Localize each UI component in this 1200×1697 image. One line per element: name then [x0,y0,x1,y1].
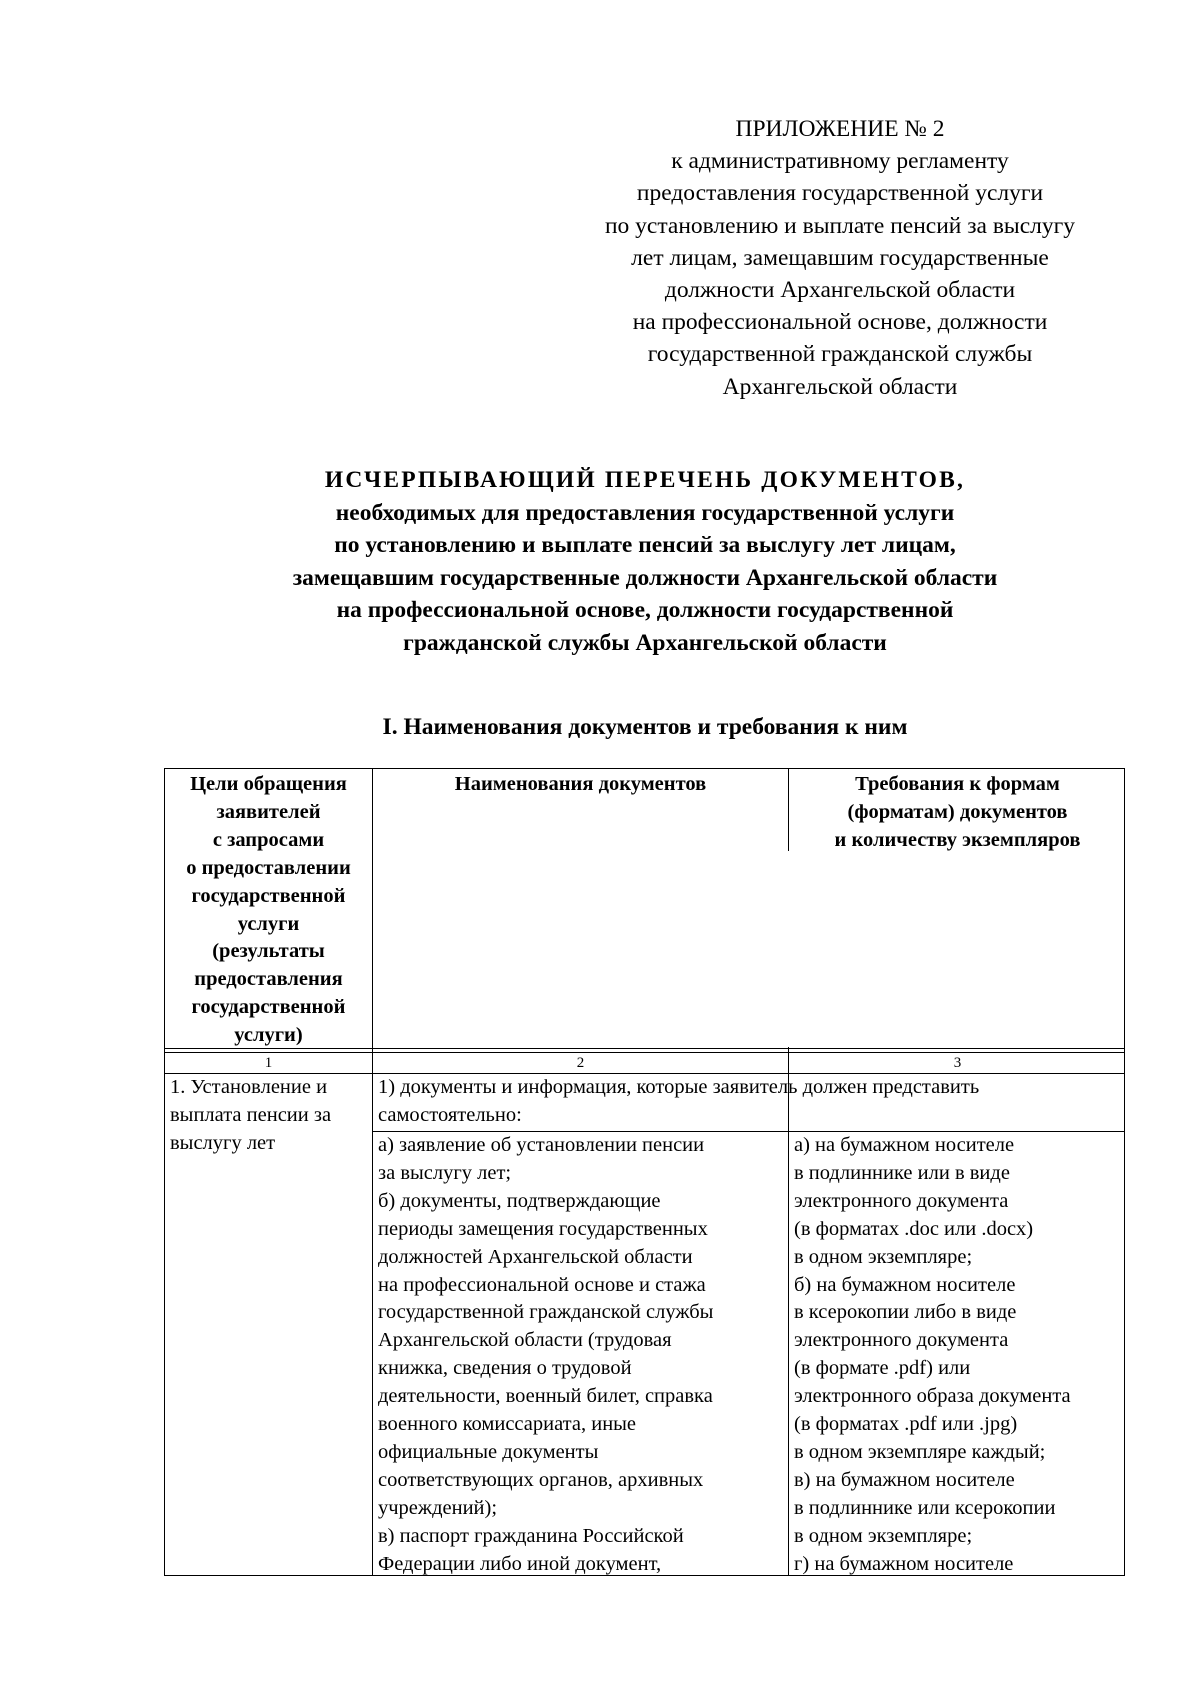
header-cell-documents: Наименования документов [454,773,707,795]
appendix-line: к административному регламенту [671,148,1009,175]
requirements-cell: а) на бумажном носителе в подлиннике или в виде электронного документа (в форматах .doc или .docx) в одном экземпляре; б) на бумажном носителе в ксерокопии либо в виде электронного документа (в формате .pdf) или электронного образа документа (в форматах .pdf или .jpg) в одном экземпляре каждый; в) на бумажном носителе в подлиннике или ксерокопии в одном экземпляре; г) на бумажном носителе [794,1134,1071,1575]
header-cell-goals: Цели обращения заявителей с запросами о предоставлении государственной услуги (результаты предоставления государственной услуги) [186,773,351,1047]
appendix-line: должности Архангельской области [664,277,1016,304]
appendix-line: на профессиональной основе, должности [632,309,1048,336]
column-divider [372,769,373,1576]
title-line: ИСЧЕРПЫВАЮЩИЙ ПЕРЕЧЕНЬ ДОКУМЕНТОВ, [324,467,966,493]
appendix-line: по установлению и выплате пенсий за выслугу [604,212,1076,239]
title-line: гражданской службы Архангельской области [403,629,887,656]
column-number: 3 [953,1055,962,1071]
column-number: 2 [576,1055,585,1071]
appendix-line: ПРИЛОЖЕНИЕ № 2 [735,116,945,142]
appendix-line: предоставления государственной услуги [636,180,1044,207]
documents-cell: а) заявление об установлении пенсии за выслугу лет; б) документы, подтверждающие периоды замещения государственных должностей Архангельской области на профессиональной основе и стажа государственной гражданской службы Архангельской области (трудовая книжка, сведения о трудовой деятельности, военный билет, справка военного комиссариата, иные официальные документы соответствующих органов, архивных учреждений); в) паспорт гражданина Российской Федерации либо иной документ, [378,1134,714,1575]
title-line: по установлению и выплате пенсий за выслугу лет лицам, [334,532,956,559]
documents-table [164,768,1125,1576]
appendix-line: Архангельской области [722,373,958,400]
header-cell-requirements: Требования к формам (форматам) документов и количеству экземпляров [834,773,1081,851]
goal-cell: 1. Установление и выплата пенсии за выслугу лет [170,1076,332,1154]
title-line: на профессиональной основе, должности государственной [336,597,954,624]
appendix-line: государственной гражданской службы [647,341,1033,368]
column-number: 1 [264,1055,273,1071]
title-line: необходимых для предоставления государственной услуги [335,499,955,526]
appendix-header [540,113,1140,403]
title-line: замещавшим государственные должности Архангельской области [292,564,998,591]
document-title [160,464,1130,660]
intro-cell: 1) документы и информация, которые заявитель должен представить самостоятельно: [378,1076,980,1126]
section-title: I. Наименования документов и требования к ним [382,714,908,740]
appendix-line: лет лицам, замещавшим государственные [631,244,1049,271]
